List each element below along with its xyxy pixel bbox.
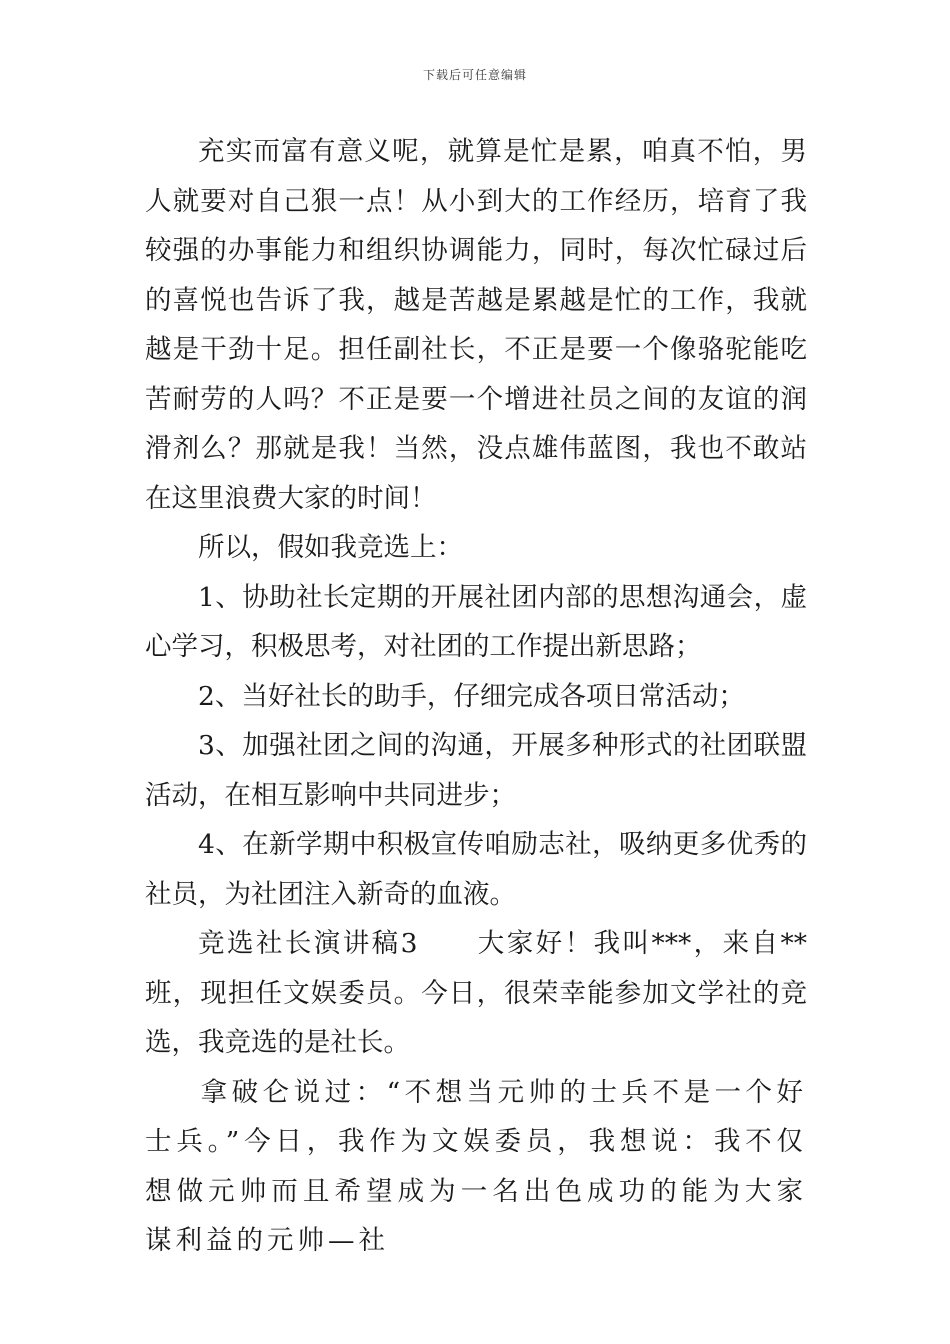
- document-body: [145, 127, 807, 1266]
- list-item-3: 3、加强社团之间的沟通，开展多种形式的社团联盟活动，在相互影响中共同进步；: [145, 730, 807, 811]
- list-item-4: 4、在新学期中积极宣传咱励志社，吸纳更多优秀的社员，为社团注入新奇的血液。: [145, 829, 807, 910]
- paragraph-condition: 所以，假如我竞选上：: [198, 532, 463, 563]
- paragraph-speech-3: 竞选社长演讲稿3 大家好！我叫***，来自**班，现担任文娱委员。今日，很荣幸能参加文学社的竞选，我竞选的是社长。: [145, 928, 807, 1058]
- page-header: 下载后可任意编辑: [422, 68, 527, 82]
- paragraph-intro: 充实而富有意义呢，就算是忙是累，咱真不怕，男人就要对自己狠一点！从小到大的工作经历，培育了我较强的办事能力和组织协调能力，同时，每次忙碌过后的喜悦也告诉了我，越是苦越是累越是忙的工作，我就越是干劲十足。担任副社长，不正是要一个像骆驼能吃苦耐劳的人吗？不正是要一个增进社员之间的友谊的润滑剂么？那就是我！当然，没点雄伟蓝图，我也不敢站在这里浪费大家的时间！: [145, 136, 807, 514]
- paragraph-napoleon-quote: 拿破仑说过：“不想当元帅的士兵不是一个好士兵。”今日，我作为文娱委员，我想说：我不仅想做元帅而且希望成为一名出色成功的能为大家谋利益的元帅—社: [145, 1076, 807, 1256]
- list-item-1: 1、协助社长定期的开展社团内部的思想沟通会，虚心学习，积极思考，对社团的工作提出新思路；: [145, 581, 807, 662]
- list-item-2: 2、当好社长的助手，仔细完成各项日常活动；: [198, 680, 745, 712]
